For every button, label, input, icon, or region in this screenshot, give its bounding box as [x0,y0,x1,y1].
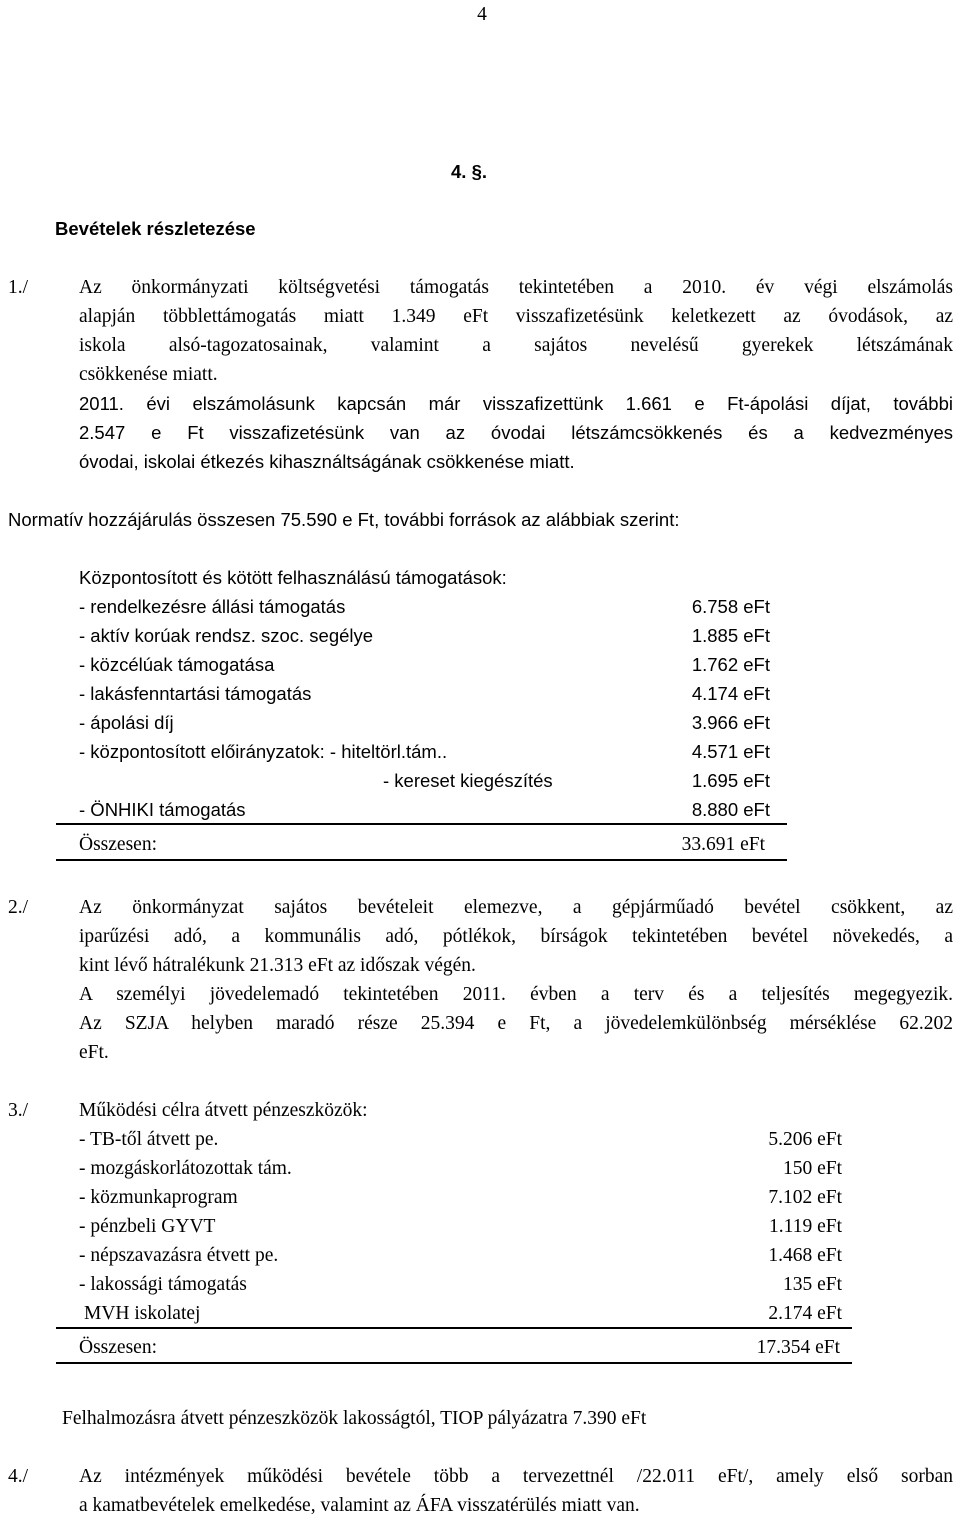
total-value: 17.354 eFt [756,1337,840,1358]
table-row-value: 1.695 eFt [691,770,770,791]
page-number: 4 [477,4,487,25]
section-1-line-4: csökkenése miatt. [79,364,218,385]
table-row-value: 150 eFt [782,1158,842,1179]
table-row-value: 5.206 eFt [768,1129,842,1150]
table-bottom-rule [56,859,787,861]
section-mark: 4. §. [451,161,487,182]
table-row-value: 7.102 eFt [768,1187,842,1208]
section-2-number: 2./ [8,897,29,918]
section-4-number: 4./ [8,1466,29,1487]
table-row-value: 1.119 eFt [769,1216,842,1237]
table-row-value: 135 eFt [782,1274,842,1295]
section-2-line-6: eFt. [79,1042,109,1063]
section-1-line-3: iskola alsó-tagozatosainak, valamint a sajátos nevelésű gyerekek létszámának [79,335,953,356]
table-row-value: 1.762 eFt [691,654,770,675]
table-bottom-rule [56,1362,852,1364]
table-row-value: 6.758 eFt [691,596,770,617]
total-label: Összesen: [79,834,157,855]
table-row-value: 4.571 eFt [691,741,770,762]
section-1-number: 1./ [8,277,29,298]
table-row-label: - aktív korúak rendsz. szoc. segélye [79,625,374,646]
section-2-line-3: kint lévő hátralékunk 21.313 eFt az időszak végén. [79,955,476,976]
table-row-label: - központosított előirányzatok: - hiteltörl.tám.. [79,741,448,762]
table-row-label: - ÖNHIKI támogatás [79,799,246,820]
table-row-value: 4.174 eFt [691,683,770,704]
table-row-label: - népszavazásra étvett pe. [79,1245,279,1266]
section-3-number: 3./ [8,1100,29,1121]
section-1-paragraph-2-line-3: óvodai, iskolai étkezés kihasználtságának csökkenése miatt. [79,451,575,472]
table-row-label: MVH iskolatej [84,1303,201,1324]
table-row-label: - lakásfenntartási támogatás [79,683,312,704]
table-row-label: - rendelkezésre állási támogatás [79,596,346,617]
section-1-paragraph-2-line-1: 2011. évi elszámolásunk kapcsán már visszafizettünk 1.661 e Ft-ápolási díjat, további [79,393,953,414]
section-3-title: Működési célra átvett pénzeszközök: [79,1100,368,1121]
section-2-line-1: Az önkormányzat sajátos bevételeit elemezve, a gépjárműadó bevétel csökkent, az [79,897,953,918]
section-2-line-4: A személyi jövedelemadó tekintetében 2011. évben a terv és a teljesítés megegyezik. [79,984,953,1005]
section-2-line-2: iparűzési adó, a kommunális adó, pótlékok, bírságok tekintetében bevétel növekedés, a [79,926,953,947]
section-4-line-2: a kamatbevételek emelkedése, valamint az ÁFA visszatérülés miatt van. [79,1495,640,1516]
table-row-label: - közcélúak támogatása [79,654,275,675]
table-row-value: 8.880 eFt [691,799,770,820]
table-row-value: 3.966 eFt [691,712,770,733]
table-row-label: - lakossági támogatás [79,1274,247,1295]
capital-funds-note: Felhalmozásra átvett pénzeszközök lakosságtól, TIOP pályázatra 7.390 eFt [62,1408,647,1429]
table-row-label: - TB-től átvett pe. [79,1129,219,1150]
table-row-label: - pénzbeli GYVT [79,1216,216,1237]
table-row-value: 2.174 eFt [768,1303,842,1324]
section-1-line-2: alapján többlettámogatás miatt 1.349 eFt visszafizetésünk keletkezett az óvodások, az [79,306,953,327]
section-1-paragraph-2-line-2: 2.547 e Ft visszafizetésünk van az óvodai létszámcsökkenés és a kedvezményes [79,422,953,443]
table-row-value: 1.468 eFt [768,1245,842,1266]
total-value: 33.691 eFt [681,834,765,855]
section-1-line-1: Az önkormányzati költségvetési támogatás tekintetében a 2010. év végi elszámolás [79,277,953,298]
table-row-value: 1.885 eFt [691,625,770,646]
total-label: Összesen: [79,1337,157,1358]
section-2-line-5: Az SZJA helyben maradó része 25.394 e Ft, a jövedelemkülönbség mérséklése 62.202 [79,1013,953,1034]
table-total-rule [56,1327,852,1329]
normativ-summary: Normatív hozzájárulás összesen 75.590 e Ft, további források az alábbiak szerint: [8,509,680,530]
table-row-label: - közmunkaprogram [79,1187,238,1208]
section-heading: Bevételek részletezése [55,218,256,239]
table-row-label: - kereset kiegészítés [383,770,553,791]
table-row-label: - ápolási díj [79,712,174,733]
table-total-rule [56,823,787,825]
central-support-title: Központosított és kötött felhasználású támogatások: [79,567,507,588]
table-row-label: - mozgáskorlátozottak tám. [79,1158,292,1179]
section-4-line-1: Az intézmények működési bevétele több a tervezettnél /22.011 eFt/, amely első sorban [79,1466,953,1487]
